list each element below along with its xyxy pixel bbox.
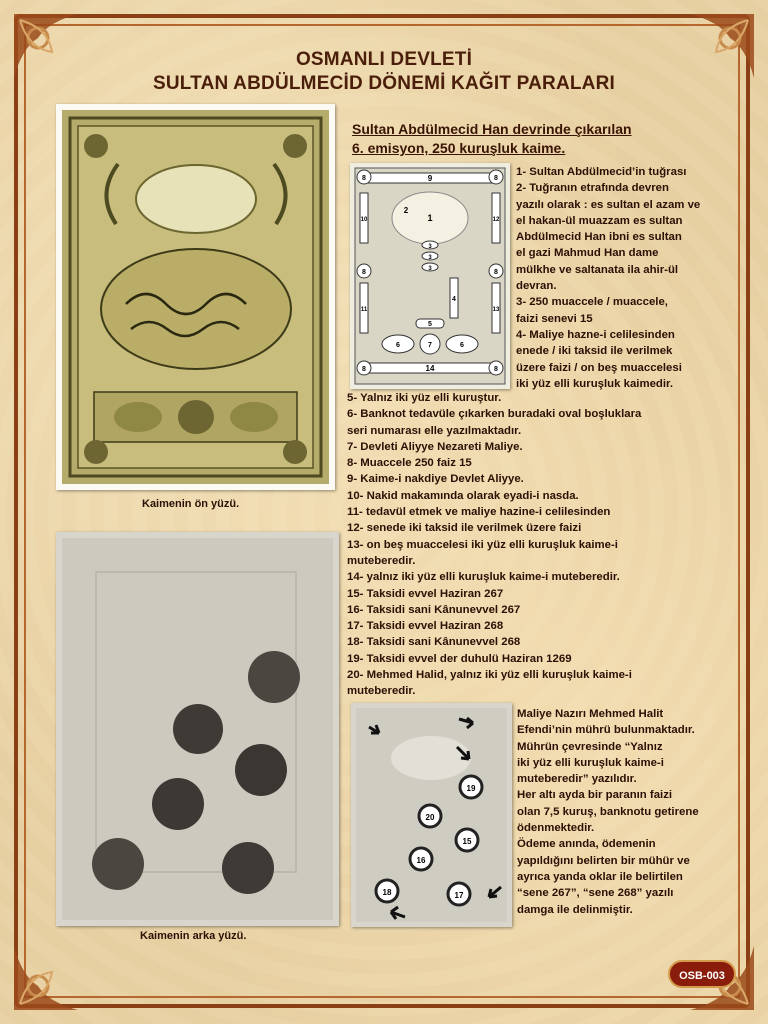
subheading-line1: Sultan Abdülmecid Han devrinde çıkarılan: [352, 121, 632, 137]
banknote-front-image: [56, 104, 335, 490]
label-3c: 3: [428, 266, 432, 272]
note-line: yapıldığını belirten bir mühür ve: [517, 854, 690, 867]
legend-line: el hakan-ül muazzam es sultan: [516, 214, 683, 227]
label-2: 2: [403, 206, 409, 215]
legend-line: enede / iki taksid ile verilmek: [516, 345, 673, 358]
label-20: 20: [425, 813, 435, 822]
page-title-line2: SULTAN ABDÜLMECİD DÖNEMİ KAĞIT PARALARI: [152, 73, 615, 94]
legend-right-column: [516, 164, 700, 392]
label-18: 18: [382, 888, 392, 897]
label-8-tr: 8: [494, 175, 498, 182]
legend-line: iki yüz elli kuruşluk kaimedir.: [516, 377, 674, 390]
legend-line: 5- Yalnız iki yüz elli kuruştur.: [347, 392, 502, 404]
catalog-badge: OSB-003: [668, 960, 736, 988]
label-3b: 3: [428, 255, 432, 261]
legend-line: devran.: [516, 280, 557, 293]
label-7: 7: [428, 342, 432, 349]
legend-line: 9- Kaime-i nakdiye Devlet Aliyye.: [347, 473, 524, 486]
legend-line: 15- Taksidi evvel Haziran 267: [347, 587, 504, 600]
legend-line: yazılı olarak : es sultan el azam ve: [516, 198, 701, 211]
note-line: Maliye Nazırı Mehmed Halit: [517, 708, 664, 720]
numbered-diagram-front: [350, 163, 510, 389]
note-line: Mührün çevresinde “Yalnız: [517, 740, 663, 753]
label-1: 1: [427, 213, 433, 223]
legend-line: 14- yalnız iki yüz elli kuruşluk kaime-i muteberedir.: [347, 571, 620, 584]
legend-line: 20- Mehmed Halid, yalnız iki yüz elli kuruşluk kaime-i: [347, 669, 632, 682]
caption-back: Kaimenin arka yüzü.: [140, 930, 247, 942]
legend-line: 4- Maliye hazne-i celilesinden: [516, 328, 675, 341]
legend-line: üzere faizi / on beş muaccelesi: [516, 361, 682, 374]
label-10: 10: [360, 217, 368, 223]
corner-ornament-bottom-left: [8, 928, 96, 1016]
legend-line: 19- Taksidi evvel der duhulü Haziran 1269: [347, 652, 572, 665]
note-line: Her altı ayda bir paranın faizi: [517, 789, 673, 802]
note-line: muteberedir” yazılıdır.: [517, 773, 637, 786]
legend-line: seri numarası elle yazılmaktadır.: [347, 424, 522, 437]
note-line: olan 7,5 kuruş, banknotu getirene: [517, 805, 699, 818]
legend-line: 6- Banknot tedavüle çıkarken buradaki oval boşluklara: [347, 408, 642, 421]
label-6-right: 6: [460, 342, 464, 349]
page-title-line1: OSMANLI DEVLETİ: [295, 49, 473, 70]
banknote-back-image: [56, 532, 339, 926]
legend-line: muteberedir.: [347, 685, 416, 698]
label-8-mr: 8: [494, 269, 498, 276]
note-line: Ödeme anında, ödemenin: [517, 838, 656, 851]
legend-line: mülkhe ve saltanata ila ahir-ül: [516, 263, 679, 276]
legend-line: 1- Sultan Abdülmecid’in tuğrası: [516, 166, 687, 178]
subheading-line2: 6. emisyon, 250 kuruşluk kaime.: [352, 140, 566, 156]
seal-note-column: [517, 706, 699, 918]
legend-line: 3- 250 muaccele / muaccele,: [516, 296, 668, 309]
legend-line: 11- tedavül etmek ve maliye hazine-i celilesinden: [347, 506, 611, 519]
legend-line: faizi senevi 15: [516, 312, 593, 325]
label-13: 13: [492, 307, 500, 313]
label-11: 11: [360, 307, 368, 313]
legend-line: 8- Muaccele 250 faiz 15: [347, 457, 472, 470]
legend-line: 18- Taksidi sani Kânunevvel 268: [347, 636, 521, 649]
label-12: 12: [492, 217, 500, 223]
legend-line: 17- Taksidi evvel Haziran 268: [347, 620, 504, 633]
label-16: 16: [416, 856, 426, 865]
label-9: 9: [427, 174, 433, 183]
note-line: damga ile delinmiştir.: [517, 903, 633, 916]
label-8-bl: 8: [362, 366, 366, 373]
label-15: 15: [462, 837, 472, 846]
label-8-tl: 8: [362, 175, 366, 182]
label-8-br: 8: [494, 366, 498, 373]
legend-line: 10- Nakid makamında olarak eyadi-i nasda.: [347, 489, 579, 502]
note-line: ayrıca yanda oklar ile belirtilen: [517, 870, 683, 883]
legend-line: 16- Taksidi sani Kânunevvel 267: [347, 603, 521, 616]
label-4: 4: [452, 296, 456, 303]
note-line: ödenmektedir.: [517, 822, 595, 835]
note-line: iki yüz elli kuruşluk kaime-i: [517, 756, 664, 769]
legend-line: Abdülmecid Han ibni es sultan: [516, 231, 682, 244]
legend-main-column: [347, 390, 641, 700]
label-14: 14: [425, 364, 435, 373]
legend-line: 12- senede iki taksid ile verilmek üzere faizi: [347, 522, 582, 535]
legend-line: 13- on beş muaccelesi iki yüz elli kuruşluk kaime-i: [347, 538, 618, 551]
legend-line: 2- Tuğranın etrafında devren: [516, 182, 669, 195]
label-5: 5: [428, 321, 432, 328]
legend-line: muteberedir.: [347, 554, 416, 567]
label-6-left: 6: [396, 342, 400, 349]
label-3a: 3: [428, 244, 432, 250]
numbered-diagram-back: [351, 703, 512, 927]
label-8-ml: 8: [362, 269, 366, 276]
caption-front: Kaimenin ön yüzü.: [142, 498, 240, 510]
note-line: “sene 267”, “sene 268” yazılı: [517, 887, 674, 900]
note-line: Efendi’nin mührü bulunmaktadır.: [517, 724, 695, 737]
legend-line: 7- Devleti Aliyye Nezareti Maliye.: [347, 440, 523, 453]
label-19: 19: [466, 784, 476, 793]
label-17: 17: [454, 891, 464, 900]
legend-line: el gazi Mahmud Han dame: [516, 247, 659, 260]
